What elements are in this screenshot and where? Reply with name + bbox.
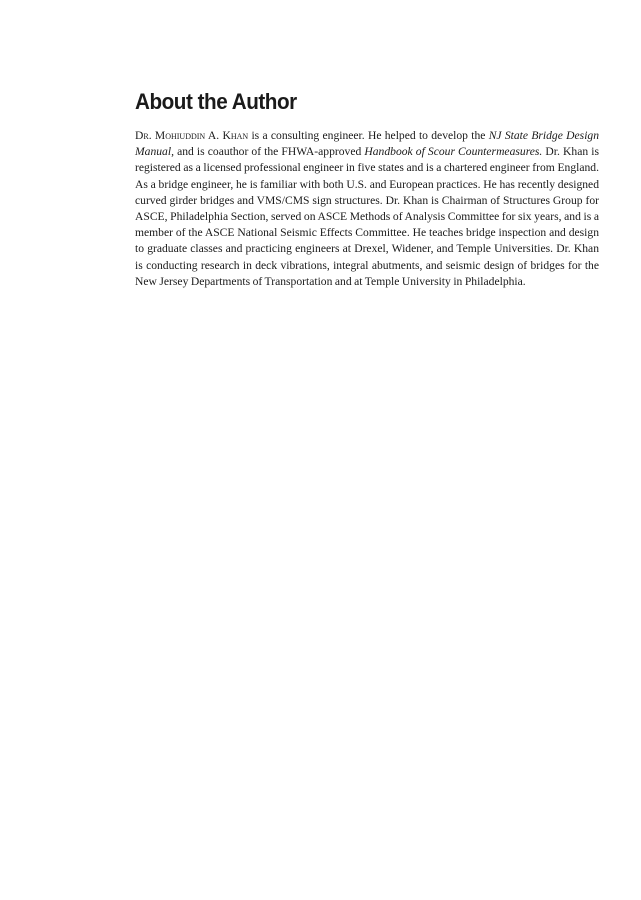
author-name-prefix: Dr. — [135, 129, 152, 142]
bio-text-3: Dr. Khan is registered as a licensed professional engineer in five states and is a chartered engineer from England. As a bridge engineer, he is familiar with both U.S. and European practices. He has recently designed curved girder bridges and VMS/CMS sign structures. Dr. Khan is Chairman of Structures Group for ASCE, Philadelphia Section, served on ASCE Methods of Analysis Committee for six years, and is a member of the ASCE National Seismic Effects Committee. He teaches bridge inspection and design to graduate classes and practicing engineers at Drexel, Widener, and Temple Universities. Dr. Khan is conducting research in deck vibrations, integral abutments, and seismic design of bridges for the New Jersey Departments of Transportation and at Temple University in Philadelphia. — [135, 145, 599, 288]
book-title-scour-handbook: Handbook of Scour Countermeasures. — [364, 145, 543, 159]
author-last-name: Khan — [222, 129, 249, 142]
book-title-design-manual: NJ State Bridge Design Manual, — [135, 129, 600, 159]
page-title: About the Author — [135, 89, 297, 114]
bio-text-2: and is coauthor of the FHWA-approved — [173, 145, 365, 159]
author-middle-initial: A. — [207, 129, 220, 142]
author-first-name: Mohiuddin — [154, 129, 206, 142]
author-bio — [135, 128, 599, 290]
bio-text-1: is a consulting engineer. He helped to develop the — [248, 129, 489, 142]
